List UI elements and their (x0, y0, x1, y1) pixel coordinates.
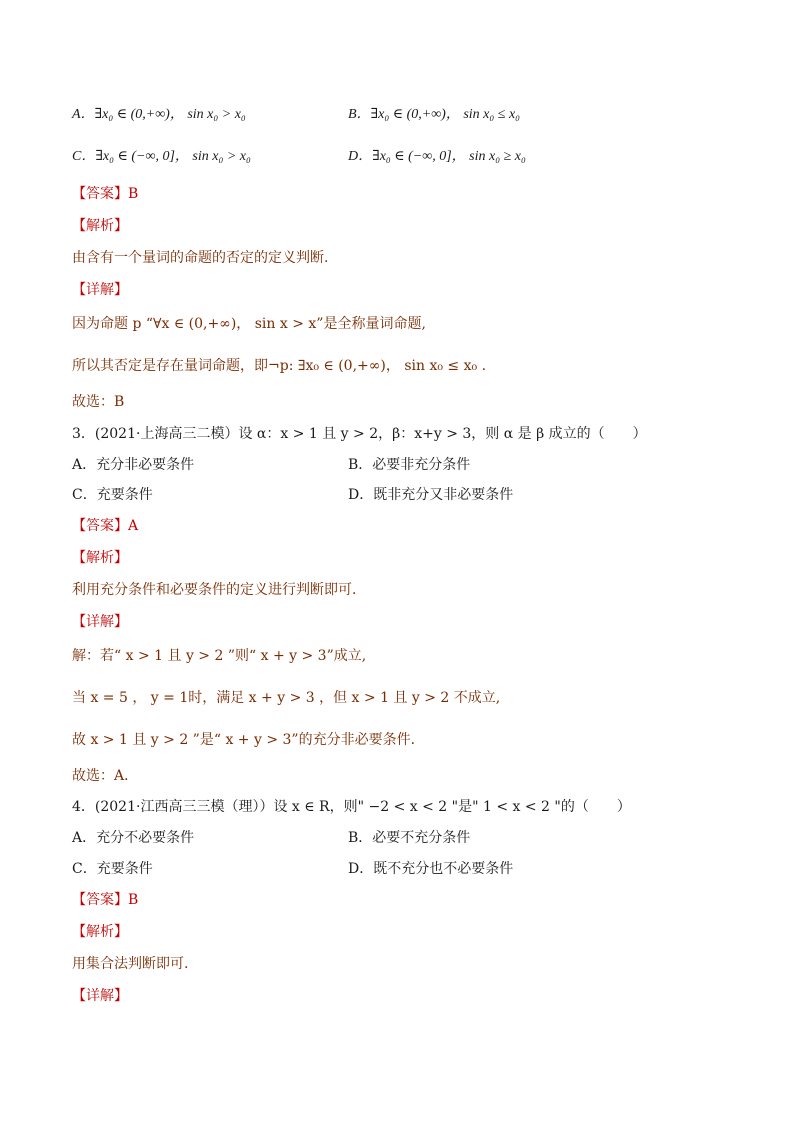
q3-detail-line3: 故 x > 1 且 y > 2 ”是“ x + y > 3”的充分非必要条件． (72, 732, 425, 748)
q4-option-c: C．充要条件 (72, 861, 153, 877)
q3-choose: 故选：A． (72, 768, 139, 784)
q4-analysis-text: 用集合法判断即可. (72, 956, 189, 972)
q4-detail-label: 【详解】 (72, 988, 128, 1004)
q4-stem: 4．(2021·江西高三三模（理））设 x ∈ R，则" −2 < x < 2 "是" 1 < x < 2 "的（ ） (72, 799, 631, 815)
q2-option-a: A．∃x₀ ∈ (0,+∞)， sin x₀ > x₀ (72, 107, 246, 122)
q3-detail-label: 【详解】 (72, 614, 128, 630)
answer-label: 【答案】 (72, 518, 128, 534)
q3-option-a: A．充分非必要条件 (72, 457, 195, 473)
q3-analysis-text: 利用充分条件和必要条件的定义进行判断即可． (72, 582, 366, 598)
q3-option-c: C．充要条件 (72, 487, 153, 503)
q3-detail-line2: 当 x = 5 ， y = 1时，满足 x + y > 3 ，但 x > 1 且 y > 2 不成立, (72, 690, 501, 706)
q3-stem: 3．(2021·上海高三二模）设 α：x > 1 且 y > 2，β：x+y > 3，则 α 是 β 成立的（ ） (72, 426, 647, 442)
q3-detail-line1: 解：若“ x > 1 且 y > 2 ”则“ x + y > 3”成立, (72, 648, 367, 664)
answer-value: B (128, 186, 139, 202)
q3-analysis-label: 【解析】 (72, 550, 128, 566)
q2-analysis-label: 【解析】 (72, 218, 128, 234)
q3-option-b: B．必要非充分条件 (348, 457, 471, 473)
answer-value: A (128, 518, 139, 534)
q4-answer (72, 890, 138, 910)
q2-option-b: B．∃x₀ ∈ (0,+∞)， sin x₀ ≤ x₀ (348, 107, 521, 122)
answer-label: 【答案】 (72, 892, 128, 908)
q4-option-d: D．既不充分也不必要条件 (348, 861, 514, 877)
q2-answer (72, 184, 138, 204)
q2-detail-line2: 所以其否定是存在量词命题，即¬p: ∃x₀ ∈ (0,+∞)， sin x₀ ≤ x₀ . (72, 358, 487, 374)
q3-option-d: D．既非充分又非必要条件 (348, 487, 514, 503)
q3-answer (72, 516, 138, 536)
q2-choose: 故选：B (72, 394, 125, 410)
q4-option-a: A．充分不必要条件 (72, 830, 195, 846)
answer-label: 【答案】 (72, 186, 128, 202)
q2-option-d: D．∃x₀ ∈ (−∞, 0]， sin x₀ ≥ x₀ (348, 149, 526, 164)
answer-value: B (128, 892, 139, 908)
q2-detail-label: 【详解】 (72, 282, 128, 298)
q2-detail-line1: 因为命题 p “∀x ∈ (0,+∞)， sin x > x”是全称量词命题, (72, 316, 426, 332)
q2-analysis-text: 由含有一个量词的命题的否定的定义判断. (72, 250, 329, 266)
q2-option-c: C．∃x₀ ∈ (−∞, 0]， sin x₀ > x₀ (72, 149, 251, 164)
q4-analysis-label: 【解析】 (72, 924, 128, 940)
q4-option-b: B．必要不充分条件 (348, 830, 471, 846)
